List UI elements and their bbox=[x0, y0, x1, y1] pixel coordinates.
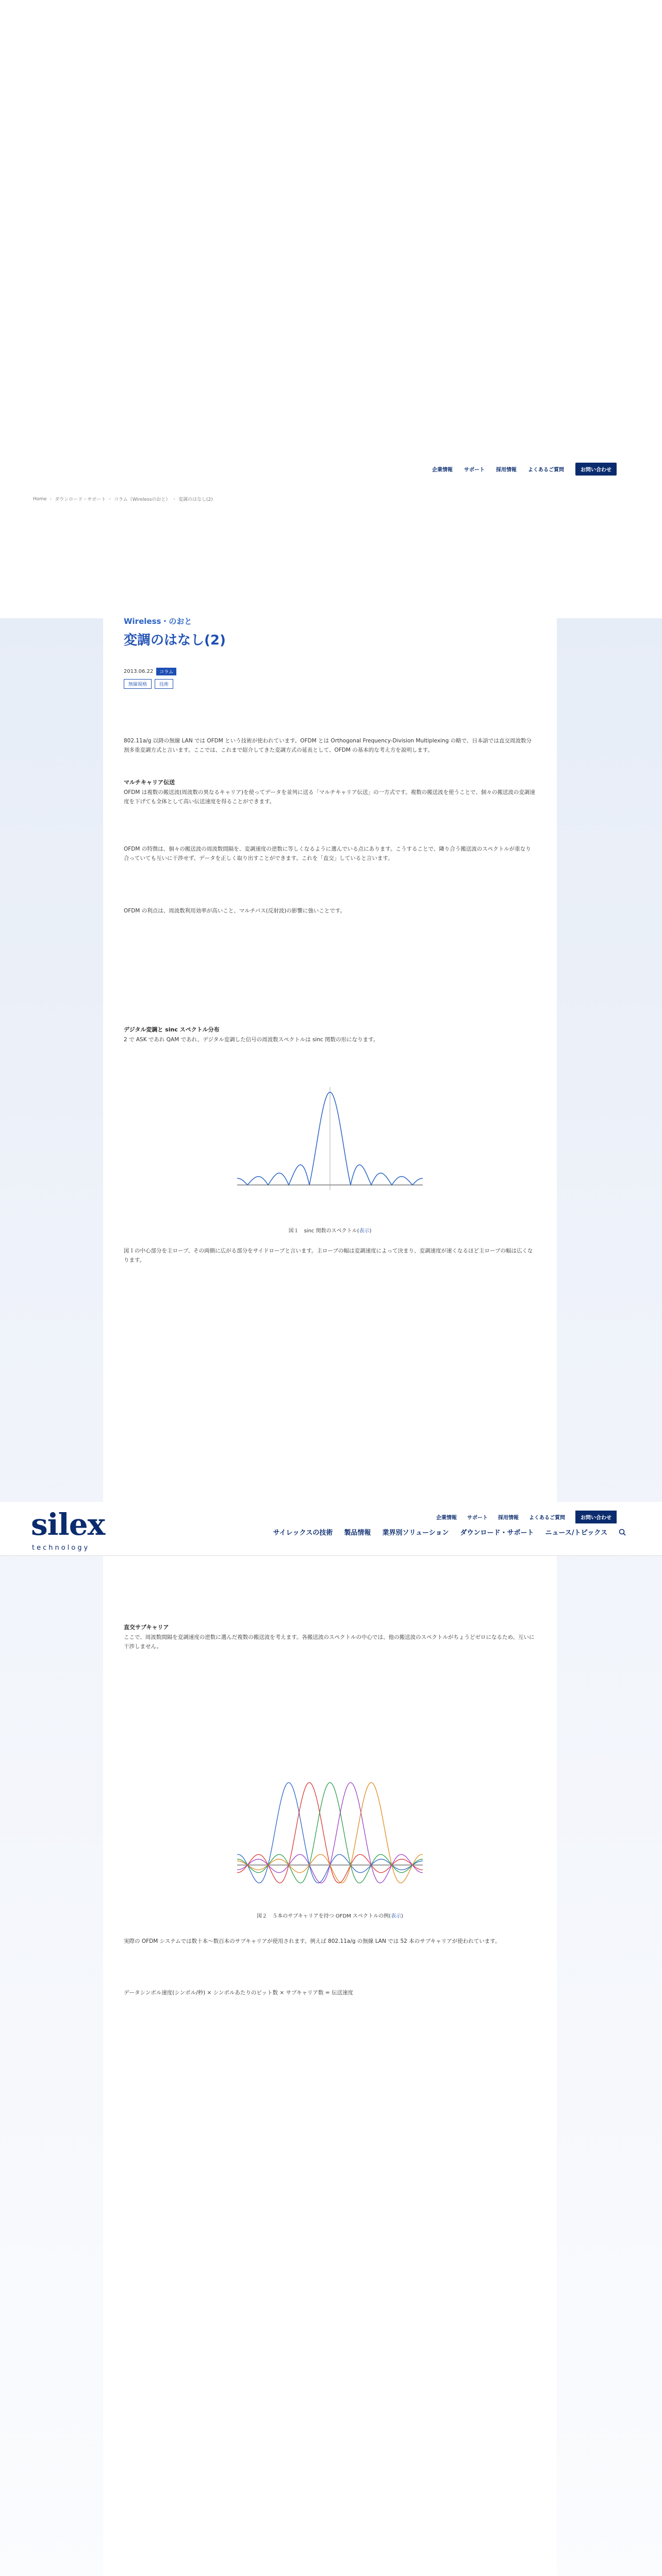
figure1-caption: 図１ sinc 関数のスペクトル(表示) bbox=[288, 1228, 372, 1234]
subcarrier-curve bbox=[237, 1783, 423, 1883]
sticky-nav-faq[interactable]: よくあるご質問 bbox=[529, 1515, 565, 1521]
article-tags bbox=[124, 679, 173, 689]
silex-logo[interactable] bbox=[31, 1507, 105, 1542]
section-heading-multicarrier: マルチキャリア伝送 bbox=[124, 779, 175, 786]
section-body-formula: データシンボル速度(シンボル/秒) × シンボルあたりのビット数 × サブキャリア数 = 伝送速度 bbox=[124, 1990, 354, 1996]
nav-products[interactable]: 製品情報 bbox=[344, 1529, 371, 1537]
article-meta bbox=[124, 668, 176, 675]
logo-subtitle: technology bbox=[32, 1544, 90, 1552]
section-body-sinc: 2 で ASK であれ QAM であれ、デジタル変調した信号の周波数スペクトルは sinc 関数の形になります。 bbox=[124, 1037, 379, 1043]
section-body-mainlobe: 図１の中心部分を主ローブ、その両側に広がる部分をサイドローブと言います。主ローブの幅は変調速度によって決まり、変調速度が速くなるほど主ローブの幅は広くなります。 bbox=[124, 1248, 533, 1263]
top-navigation bbox=[0, 461, 662, 477]
breadcrumb-support[interactable]: ダウンロード・サポート bbox=[55, 497, 106, 502]
article-kicker: Wireless・のおと bbox=[124, 617, 192, 626]
section-heading-orthogonal-subcarrier: 直交サブキャリア bbox=[124, 1624, 169, 1631]
ofdm-spectrum-figure bbox=[227, 1762, 433, 1886]
subcarrier-curve bbox=[237, 1783, 423, 1883]
contact-button[interactable]: お問い合わせ bbox=[575, 463, 617, 476]
tag-standard[interactable]: 無線規格 bbox=[124, 679, 152, 689]
tag-technology[interactable]: 技術 bbox=[155, 679, 173, 689]
breadcrumb-column[interactable]: コラム（Wirelessのおと） bbox=[113, 497, 171, 502]
sticky-nav-recruit[interactable]: 採用情報 bbox=[498, 1515, 519, 1521]
intro-paragraph: 802.11a/g 以降の無線 LAN では OFDM という技術が使われています。OFDM とは Orthogonal Frequency-Division Multiplexing の略で、日本語では直交周波数分割多重変調方式と言います。ここでは、これまで紹介してきた変調方式の延長として、OFDM の基本的な考え方を説明します。 bbox=[124, 738, 532, 753]
article-date: 2013.06.22 bbox=[124, 669, 154, 674]
nav-technology[interactable]: サイレックスの技術 bbox=[273, 1529, 333, 1537]
breadcrumb-separator-icon: › bbox=[173, 496, 175, 502]
section-body-advantage: OFDM の利点は、周波数利用効率が高いこと、マルチパス(反射波)の影響に強いことです。 bbox=[124, 908, 346, 914]
nav-faq[interactable]: よくあるご質問 bbox=[528, 467, 564, 473]
page-title: 変調のはなし(2) bbox=[124, 633, 226, 648]
figure2-link[interactable]: 表示 bbox=[390, 1913, 401, 1919]
subcarrier-curve bbox=[237, 1783, 423, 1883]
nav-news[interactable]: ニュース/トピックス bbox=[545, 1529, 607, 1537]
sinc-spectrum-figure bbox=[227, 1077, 433, 1206]
nav-company[interactable]: 企業情報 bbox=[432, 467, 453, 473]
breadcrumb bbox=[33, 496, 213, 502]
section-body-multicarrier: OFDM は複数の搬送波(周波数の異なるキャリア)を使ってデータを並列に送る「マルチキャリア伝送」の一方式です。複数の搬送波を使うことで、個々の搬送波の変調速度を下げても全体として高い伝送速度を得ることができます。 bbox=[124, 789, 535, 805]
breadcrumb-home[interactable]: Home bbox=[33, 496, 47, 502]
breadcrumb-current: 変調のはなし(2) bbox=[178, 497, 213, 502]
subcarrier-curve bbox=[237, 1783, 423, 1883]
figure1-link[interactable]: 表示 bbox=[359, 1228, 370, 1234]
sticky-main-nav bbox=[273, 1527, 626, 1537]
subcarrier-curve bbox=[237, 1783, 423, 1883]
section-heading-sinc: デジタル変調と sinc スペクトル分布 bbox=[124, 1026, 220, 1033]
section-body-orthogonal-subcarrier: ここで、周波数間隔を変調速度の逆数に選んだ複数の搬送波を考えます。各搬送波のスペクトルの中心では、他の搬送波のスペクトルがちょうどゼロになるため、互いに干渉しません。 bbox=[124, 1634, 535, 1650]
figure1-caption-text: 図１ sinc 関数のスペクトル( bbox=[288, 1228, 359, 1234]
sticky-top-links bbox=[436, 1511, 617, 1523]
sticky-nav-support[interactable]: サポート bbox=[467, 1515, 488, 1521]
sticky-nav-company[interactable]: 企業情報 bbox=[436, 1515, 457, 1521]
section-body-orthogonal: OFDM の特徴は、個々の搬送波の周波数間隔を、変調速度の逆数に等しくなるように選んでいる点にあります。こうすることで、隣り合う搬送波のスペクトルが重なり合っていても互いに干渉せず、データを正しく取り出すことができます。これを「直交」していると言います。 bbox=[124, 846, 531, 861]
subcarrier-curves bbox=[237, 1783, 423, 1883]
breadcrumb-separator-icon: › bbox=[109, 496, 111, 502]
nav-recruit[interactable]: 採用情報 bbox=[496, 467, 517, 473]
section-body-subcarrier-count: 実際の OFDM システムでは数十本〜数百本のサブキャリアが使用されます。例えば 802.11a/g の無線 LAN では 52 本のサブキャリアが使われています。 bbox=[124, 1938, 501, 1944]
logo-text: silex bbox=[31, 1507, 105, 1542]
nav-downloads[interactable]: ダウンロード・サポート bbox=[460, 1529, 534, 1537]
sticky-contact-button[interactable]: お問い合わせ bbox=[575, 1511, 617, 1523]
search-icon[interactable] bbox=[619, 1529, 626, 1536]
nav-support[interactable]: サポート bbox=[464, 467, 485, 473]
nav-solutions[interactable]: 業界別ソリューション bbox=[382, 1529, 449, 1537]
figure2-caption: 図２ ５本のサブキャリアを持つ OFDM スペクトルの例(表示) bbox=[257, 1913, 403, 1919]
category-badge[interactable]: コラム bbox=[156, 668, 176, 675]
breadcrumb-separator-icon: › bbox=[49, 496, 52, 502]
figure2-caption-text: 図２ ５本のサブキャリアを持つ OFDM スペクトルの例( bbox=[257, 1913, 391, 1919]
